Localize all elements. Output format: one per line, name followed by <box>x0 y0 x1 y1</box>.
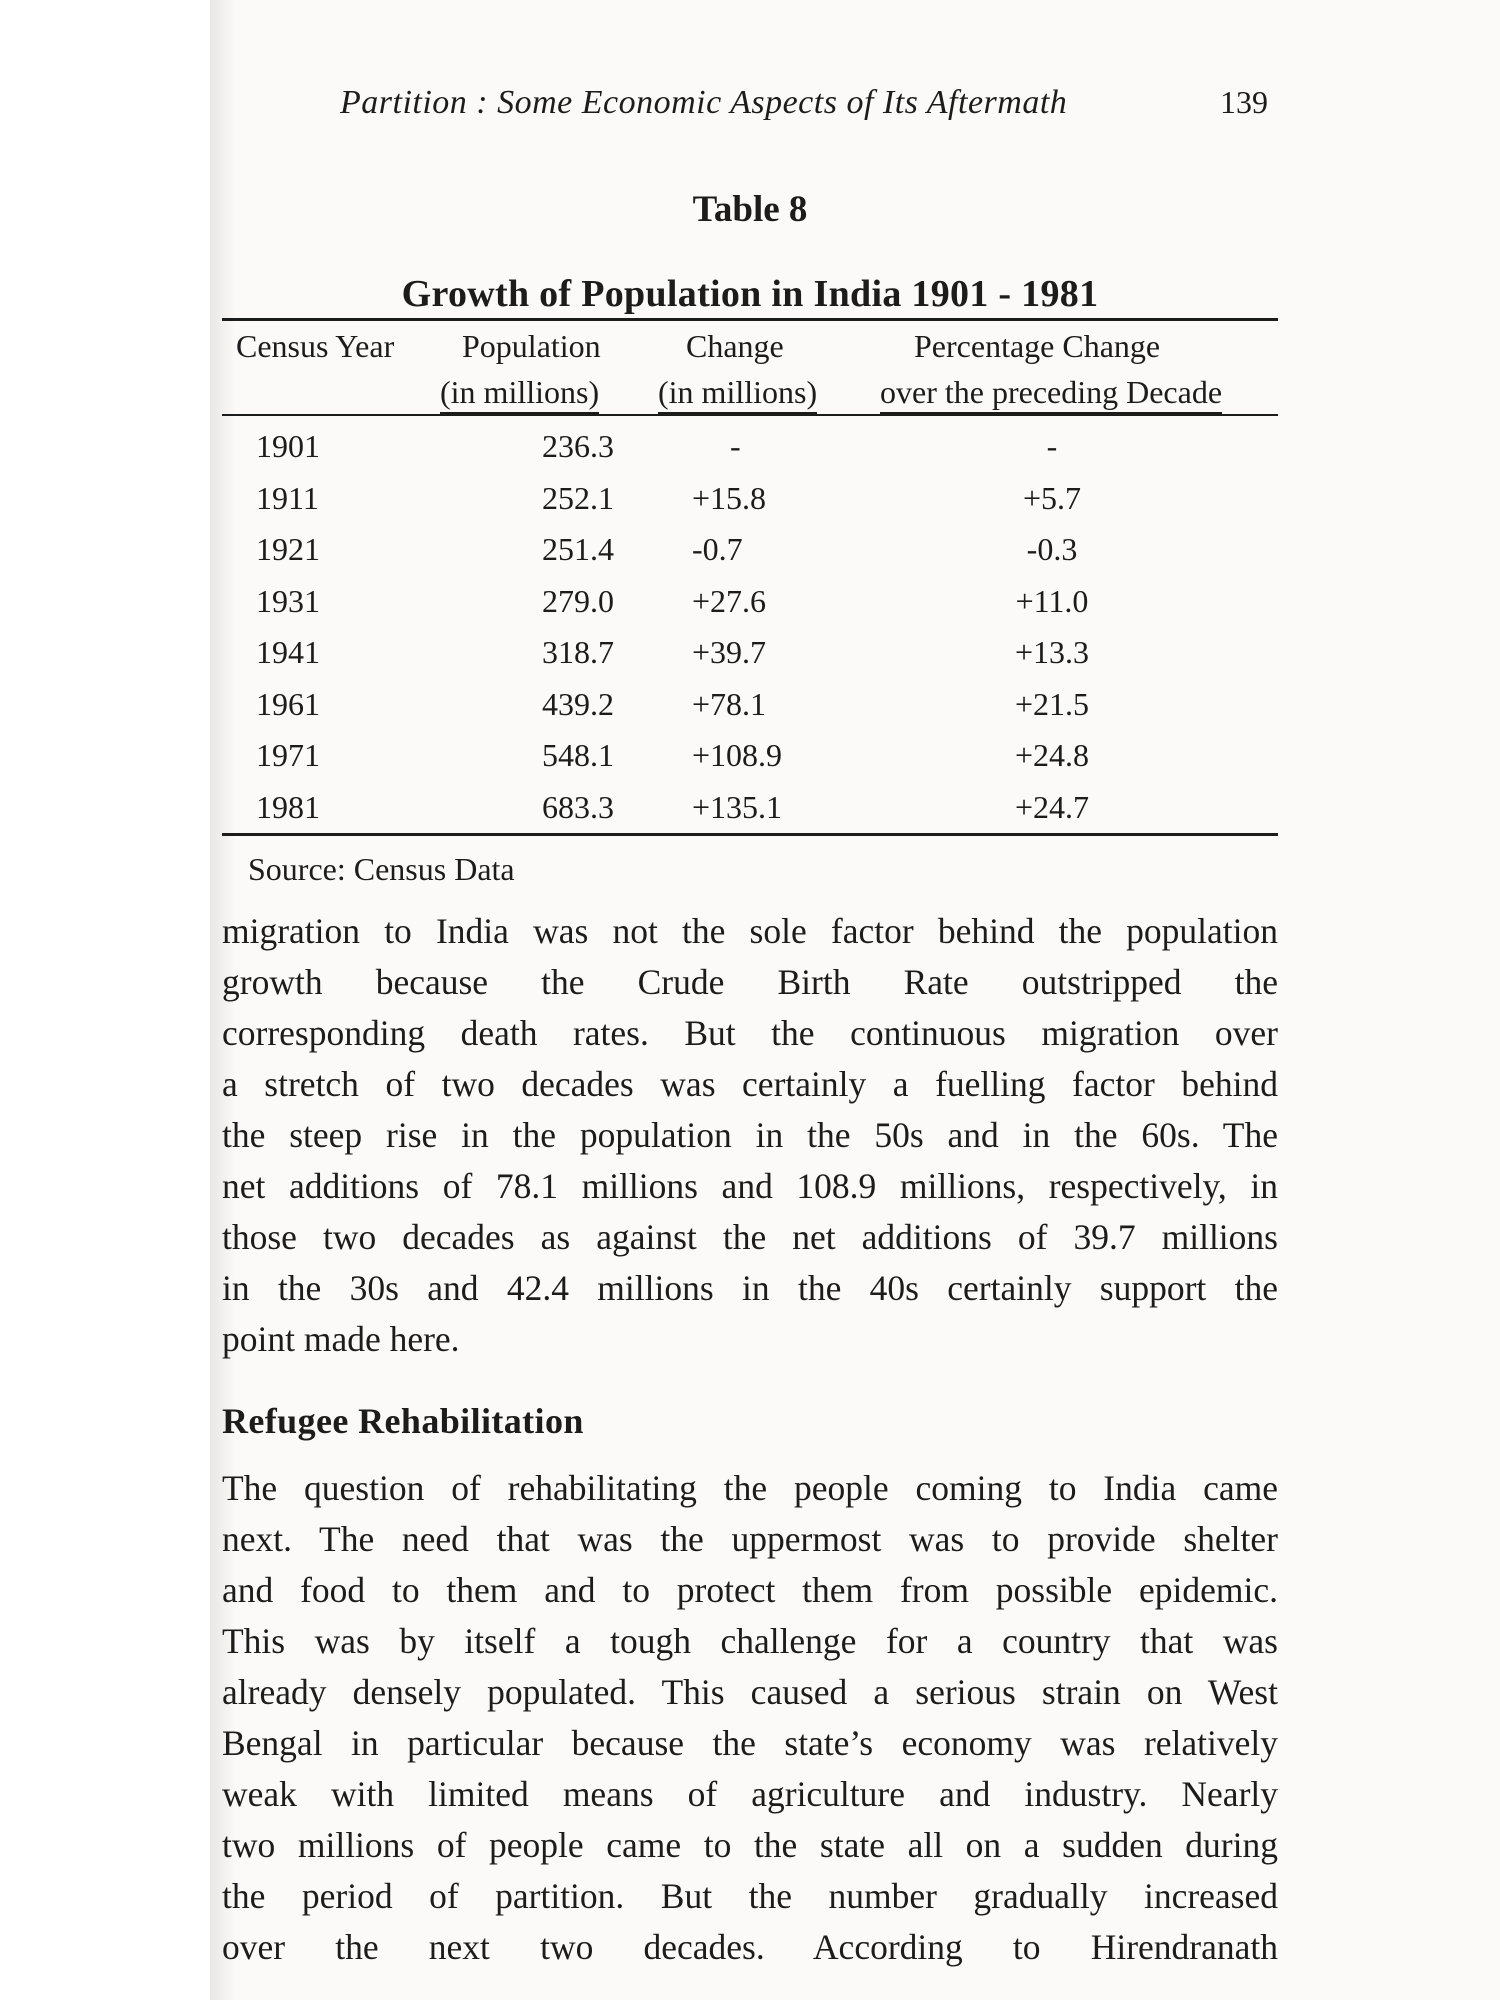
table-row <box>222 531 1278 583</box>
text-line: the period of partition. But the number gradually increased <box>222 1876 1278 1916</box>
text-line: those two decades as against the net additions of 39.7 millions <box>222 1217 1278 1257</box>
cell-change: +78.1 <box>692 685 767 722</box>
table-header-rule <box>222 414 1278 416</box>
header-percentage-change: Percentage Change <box>914 328 1161 364</box>
text-line: the steep rise in the population in the 50s and in the 60s. The <box>222 1115 1278 1155</box>
cell-year: 1911 <box>256 479 319 516</box>
table-row <box>222 480 1278 532</box>
cell-percentage: -0.3 <box>1026 531 1078 567</box>
text-line: already densely populated. This caused a serious strain on West <box>222 1672 1278 1712</box>
text-line: weak with limited means of agriculture and industry. Nearly <box>222 1774 1278 1814</box>
header-population: Population <box>462 328 601 364</box>
cell-percentage: +5.7 <box>1022 479 1082 516</box>
cell-year: 1921 <box>256 531 320 567</box>
cell-population: 279.0 <box>542 582 614 619</box>
text-line: point made here. <box>222 1319 460 1359</box>
text-line: migration to India was not the sole factor behind the population <box>222 911 1278 951</box>
text-line: growth because the Crude Birth Rate outstripped the <box>222 962 1278 1002</box>
cell-change: +15.8 <box>692 479 767 516</box>
cell-population: 252.1 <box>542 479 614 516</box>
cell-change: +135.1 <box>692 788 783 825</box>
cell-year: 1961 <box>256 685 320 722</box>
cell-percentage: +21.5 <box>1014 685 1090 722</box>
cell-population: 236.3 <box>542 428 614 464</box>
text-line: corresponding death rates. But the continuous migration over <box>222 1013 1278 1053</box>
header-census-year: Census Year <box>236 328 395 364</box>
cell-change: -0.7 <box>692 531 743 567</box>
cell-year: 1941 <box>256 634 320 670</box>
table-row <box>222 737 1278 789</box>
text-line: next. The need that was the uppermost was to provide shelter <box>222 1519 1278 1559</box>
cell-change: +39.7 <box>692 634 767 670</box>
table-row <box>222 583 1278 635</box>
cell-percentage: +24.7 <box>1014 788 1090 825</box>
table-title: Growth of Population in India 1901 - 1981 <box>401 273 1099 315</box>
table-row <box>222 634 1278 686</box>
cell-population: 548.1 <box>542 737 614 773</box>
cell-population: 439.2 <box>542 685 614 722</box>
header-change: Change <box>686 328 784 364</box>
text-line: Bengal in particular because the state’s economy was relatively <box>222 1723 1278 1763</box>
table-source: Source: Census Data <box>248 851 515 887</box>
cell-percentage: - <box>1046 428 1058 464</box>
cell-percentage: +13.3 <box>1014 634 1090 670</box>
body-paragraph-2 <box>222 1463 1278 1973</box>
cell-year: 1981 <box>256 788 320 825</box>
cell-change: +27.6 <box>692 582 767 619</box>
header-change-units: (in millions) <box>658 374 817 414</box>
cell-population: 251.4 <box>542 531 614 567</box>
running-head <box>222 84 1278 124</box>
cell-change: - <box>730 428 741 464</box>
text-line: The question of rehabilitating the people coming to India came <box>222 1468 1278 1508</box>
header-preceding-decade: over the preceding Decade <box>880 374 1222 414</box>
cell-year: 1931 <box>256 582 320 619</box>
table-bottom-rule <box>222 833 1278 836</box>
table-row <box>222 428 1278 480</box>
cell-percentage: +11.0 <box>1015 582 1089 619</box>
table-label: Table 8 <box>692 189 808 230</box>
table-body <box>222 428 1278 840</box>
text-line: over the next two decades. According to Hirendranath <box>222 1927 1278 1967</box>
cell-year: 1971 <box>256 737 320 773</box>
text-line: net additions of 78.1 millions and 108.9 millions, respectively, in <box>222 1166 1278 1206</box>
header-population-units: (in millions) <box>440 374 599 414</box>
text-line: two millions of people came to the state all on a sudden during <box>222 1825 1278 1865</box>
table-top-rule <box>222 318 1278 321</box>
cell-percentage: +24.8 <box>1014 737 1090 773</box>
page-number: 139 <box>1220 84 1268 120</box>
text-line: This was by itself a tough challenge for a country that was <box>222 1621 1278 1661</box>
cell-population: 318.7 <box>542 634 614 670</box>
body-paragraph-1 <box>222 906 1278 1365</box>
section-heading: Refugee Rehabilitation <box>222 1401 584 1441</box>
table-row <box>222 686 1278 738</box>
cell-year: 1901 <box>256 428 320 464</box>
cell-population: 683.3 <box>542 788 614 825</box>
cell-change: +108.9 <box>692 737 783 773</box>
text-line: a stretch of two decades was certainly a fuelling factor behind <box>222 1064 1278 1104</box>
text-line: and food to them and to protect them from possible epidemic. <box>222 1570 1278 1610</box>
running-head-title: Partition : Some Economic Aspects of Its Aftermath <box>340 84 1068 121</box>
text-line: in the 30s and 42.4 millions in the 40s certainly support the <box>222 1268 1278 1308</box>
